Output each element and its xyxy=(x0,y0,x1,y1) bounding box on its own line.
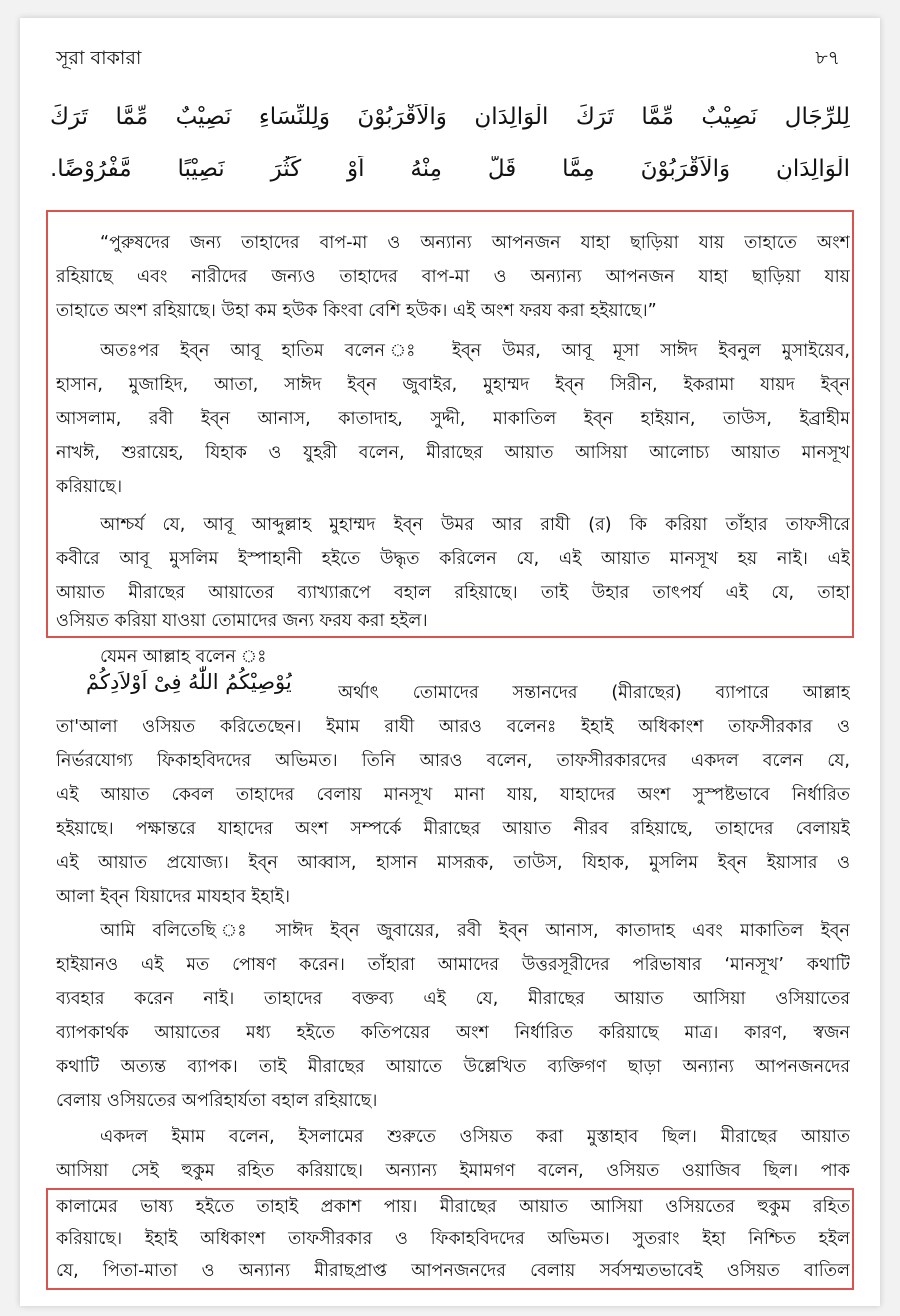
text-line: একদল ইমাম বলেন, ইসলামের শুরুতে ওসিয়ত করা মুস্তাহাব ছিল। মীরাছের আয়াত xyxy=(100,1127,850,1147)
text-line: আলা ইব্ন যিয়াদের মাযহাব ইহাই। xyxy=(56,887,291,907)
text-line: কথাটি অত্যন্ত ব্যাপক। তাই মীরাছের আয়াতে উল্লেখিত ব্যক্তিগণ ছাড়া অন্যান্য আপনজনদের xyxy=(56,1057,850,1077)
text-line: করিয়াছে। ইহাই অধিকাংশ তাফসীরকার ও ফিকাহবিদদের অভিমত। সুতরাং ইহা নিশ্চিত হইল xyxy=(56,1229,850,1249)
text-line: ব্যবহার করেন নাই। তাহাদের বক্তব্য এই যে, মীরাছের আয়াত আসিয়া ওসিয়াতের xyxy=(56,989,850,1009)
text-line: এই আয়াত কেবল তাহাদের বেলায় মানসূখ মানা যায়, যাহাদের অংশ সুস্পষ্টভাবে নির্ধারিত xyxy=(56,785,850,805)
text-line: তাহাতে অংশ রহিয়াছে। উহা কম হউক কিংবা বেশি হউক। এই অংশ ফরয করা হইয়াছে।” xyxy=(56,301,657,321)
text-line: আসলাম, রবী ইব্ন আনাস, কাতাদাহ, সুদ্দী, মাকাতিল ইব্ন হাইয়ান, তাউস, ইব্রাহীম xyxy=(56,409,850,429)
text-line: হাসান, মুজাহিদ, আতা, সাঈদ ইব্ন জুবাইর, মুহাম্মদ ইব্ন সিরীন, ইকরামা যায়দ ইব্ন xyxy=(56,375,850,395)
text-line: যে, পিতা-মাতা ও অন্যান্য মীরাছপ্রাপ্ত আপনজনদের বেলায় সর্বসম্মতভাবেই ওসিয়ত বাতিল xyxy=(56,1261,850,1281)
book-page xyxy=(20,18,880,1306)
arabic-verse-line-1: لِلرِّجَالِ نَصِيْبٌ مِّمَّا تَرَكَ الْوَالِدَانِ وَالْاَقْرَبُوْنَ وَلِلنِّسَاءِ نَصِيْبٌ مِّمَّا تَرَكَ xyxy=(50,104,850,130)
text-line: নির্ভরযোগ্য ফিকাহবিদদের অভিমত। তিনি আরও বলেন, তাফসীরকারদের একদল বলেন যে, xyxy=(56,751,850,771)
text-line: করিয়াছে। xyxy=(56,477,123,497)
inline-arabic-verse: يُوْصِيْكُمُ اللّٰهُ فِىْ اَوْلاَدِكُمْ xyxy=(86,670,292,694)
text-line: রহিয়াছে এবং নারীদের জন্যও তাহাদের বাপ-মা ও অন্যান্য আপনজন যাহা ছাড়িয়া যায় xyxy=(56,267,850,287)
text-line: যেমন আল্লাহ বলেন ঃ xyxy=(100,647,267,667)
text-line: তা'আলা ওসিয়ত করিতেছেন। ইমাম রাযী আরও বলেনঃ ইহাই অধিকাংশ তাফসীরকার ও xyxy=(56,717,850,737)
text-line: কালামের ভাষ্য হইতে তাহাই প্রকাশ পায়। মীরাছের আয়াত আসিয়া ওসিয়তের হুকুম রহিত xyxy=(56,1197,850,1217)
text-line: আমি বলিতেছি ঃ সাঈদ ইব্ন জুবায়ের, রবী ইব্ন আনাস, কাতাদাহ এবং মাকাতিল ইব্ন xyxy=(100,921,850,941)
text-line: কবীরে আবূ মুসলিম ইস্পাহানী হইতে উদ্ধৃত করিলেন যে, এই আয়াত মানসূখ হয় নাই। এই xyxy=(56,549,850,569)
page-number: ৮৭ xyxy=(815,47,840,69)
text-line: এই আয়াত প্রযোজ্য। ইব্ন আব্বাস, হাসান মাসরূক, তাউস, যিহাক, মুসলিম ইব্ন ইয়াসার ও xyxy=(56,853,850,873)
text-line: হইয়াছে। পক্ষান্তরে যাহাদের অংশ সম্পর্কে মীরাছের আয়াত নীরব রহিয়াছে, তাহাদের বেলায়ই xyxy=(56,819,850,839)
text-line: অর্থাৎ তোমাদের সন্তানদের (মীরাছের) ব্যাপারে আল্লাহ xyxy=(338,683,850,703)
text-line: ওসিয়ত করিয়া যাওয়া তোমাদের জন্য ফরয করা হইল। xyxy=(56,611,428,631)
arabic-verse-line-2: الْوَالِدَانِ وَالْاَقْرَبُوْنَ مِمَّا قَلَّ مِنْهُ اَوْ كَثُرَ نَصِيْبًا مَّفْرُوْضًا. xyxy=(50,156,850,182)
text-line: বেলায় ওসিয়তের অপরিহার্যতা বহাল রহিয়াছে। xyxy=(56,1091,378,1111)
text-line: আশ্চর্য যে, আবূ আব্দুল্লাহ মুহাম্মদ ইব্ন উমর আর রাযী (র) কি করিয়া তাঁহার তাফসীরে xyxy=(100,515,850,535)
text-line: হাইয়ানও এই মত পোষণ করেন। তাঁহারা আমাদের উত্তরসূরীদের পরিভাষার ‘মানসূখ’ কথাটি xyxy=(56,955,850,975)
text-line: নাখঈ, শুরায়েহ, যিহাক ও যুহরী বলেন, মীরাছের আয়াত আসিয়া আলোচ্য আয়াত মানসূখ xyxy=(56,443,850,463)
text-line: আয়াত মীরাছের আয়াতের ব্যাখ্যারূপে বহাল রহিয়াছে। তাই উহার তাৎপর্য এই যে, তাহা xyxy=(56,583,850,603)
page-header xyxy=(56,44,850,76)
text-line: অতঃপর ইব্ন আবূ হাতিম বলেন ঃ ইব্ন উমর, আবূ মূসা সাঈদ ইবনুল মুসাইয়েব, xyxy=(100,341,850,361)
text-line: ব্যাপকার্থক আয়াতের মধ্য হইতে কতিপয়ের অংশ নির্ধারিত করিয়াছে মাত্র। কারণ, স্বজন xyxy=(56,1023,850,1043)
surah-title: সূরা বাকারা xyxy=(56,47,142,69)
text-line: “পুরুষদের জন্য তাহাদের বাপ-মা ও অন্যান্য আপনজন যাহা ছাড়িয়া যায় তাহাতে অংশ xyxy=(100,233,850,253)
text-line: আসিয়া সেই হুকুম রহিত করিয়াছে। অন্যান্য ইমামগণ বলেন, ওসিয়ত ওয়াজিব ছিল। পাক xyxy=(56,1161,850,1181)
